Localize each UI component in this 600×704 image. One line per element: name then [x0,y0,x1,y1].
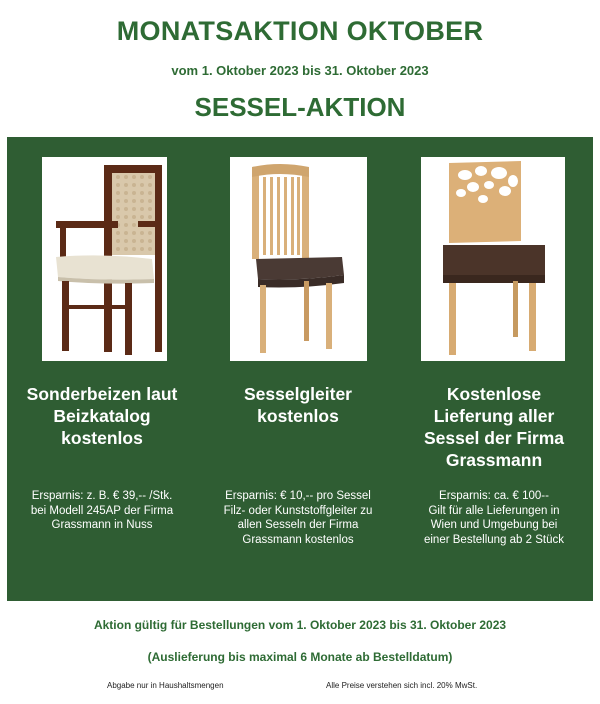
offer-description [203,489,393,547]
desc-line: allen Sesseln der Firma [237,519,359,531]
desc-line: Wien und Umgebung bei [430,519,558,531]
armchair-image [42,157,167,361]
heading-line: Sesselgleiter [244,384,352,404]
offer-description [7,489,197,533]
cutout-chair-image [421,157,565,361]
desc-line: Gilt für alle Lieferungen in [428,504,560,517]
desc-line: Ersparnis: z. B. € 39,-- /Stk. [31,490,173,502]
promo-dates: vom 1. Oktober 2023 bis 31. Oktober 2023 [171,63,429,78]
desc-line: Grassmann kostenlos [242,533,354,546]
desc-line: bei Modell 245AP der Firma [30,504,174,517]
promo-subtitle: SESSEL-AKTION [194,92,406,122]
heading-line: Lieferung aller [433,406,555,426]
desc-line: Grassmann in Nuss [51,519,153,531]
offer-heading [203,383,393,427]
heading-line: kostenlos [257,406,339,426]
slatted-chair-image [230,157,367,361]
heading-line: Grassmann [445,450,543,470]
page-title: MONATSAKTION OKTOBER [116,16,484,46]
delivery-notice: (Auslieferung bis maximal 6 Monate ab Bestelldatum) [147,650,453,664]
heading-line: Beizkatalog [53,406,151,426]
heading-line: Sonderbeizen laut [26,384,178,404]
chair-cutout-back-icon [421,157,565,361]
desc-line: Ersparnis: € 10,-- pro Sessel [225,490,371,502]
offer-card-glides [203,137,393,601]
heading-line: kostenlos [61,428,143,448]
offer-heading [7,383,197,449]
offers-panel [7,137,593,601]
armchair-walnut-icon [42,157,167,361]
quantity-note: Abgabe nur in Haushaltsmengen [107,681,224,690]
heading-line: Kostenlose [446,384,542,404]
offer-card-stain [7,137,197,601]
offer-card-delivery [399,137,589,601]
validity-notice: Aktion gültig für Bestellungen vom 1. Oktober 2023 bis 31. Oktober 2023 [93,618,507,632]
desc-line: einer Bestellung ab 2 Stück [423,533,564,546]
offer-heading [399,383,589,471]
vat-note: Alle Preise verstehen sich incl. 20% MwSt. [326,681,478,690]
chair-slatted-back-icon [230,157,367,361]
desc-line: Filz- oder Kunststoffgleiter zu [223,504,373,517]
offer-description [399,489,589,547]
heading-line: Sessel der Firma [423,428,565,448]
desc-line: Ersparnis: ca. € 100-- [439,490,549,502]
